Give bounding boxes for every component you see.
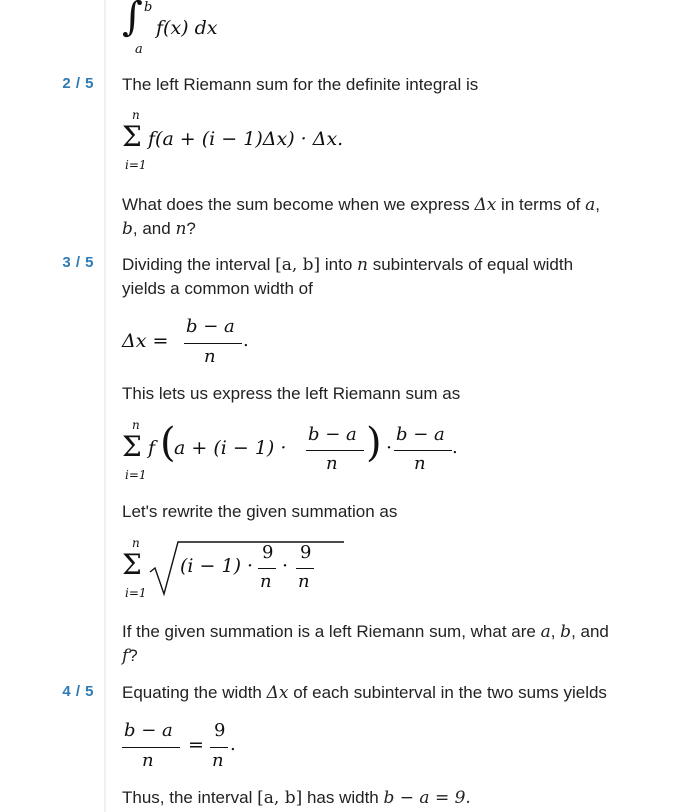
- q2-b: b: [560, 622, 572, 642]
- sum-lower: i=1: [125, 158, 147, 172]
- sum3-upper: n: [132, 536, 140, 550]
- div-text-a: Dividing the interval: [122, 255, 276, 274]
- sum3-fraction-bar-1: [258, 568, 276, 569]
- q2-text-d: ?: [128, 646, 138, 665]
- sum3-frac2-den: n: [298, 571, 310, 592]
- paragraph-dividing: [122, 253, 662, 301]
- q1-text-e: ?: [186, 219, 196, 238]
- div-n: n: [357, 255, 368, 275]
- integral-lower: a: [135, 42, 143, 57]
- step-number-4: 4 / 5: [62, 683, 94, 700]
- q1-dx: Δx: [474, 195, 497, 215]
- question-express-dx: [122, 193, 662, 241]
- weq-period: .: [230, 734, 236, 755]
- sum2-frac1-den: n: [326, 453, 338, 474]
- sum3-frac2-num: 9: [300, 542, 312, 563]
- step-number-3: 3 / 5: [62, 254, 94, 271]
- sum2-upper: n: [132, 418, 140, 432]
- dx-period: .: [243, 330, 249, 351]
- thus-text-b: has width: [302, 788, 384, 807]
- sum2-period: .: [452, 437, 458, 458]
- q2-text-b: ,: [550, 622, 561, 641]
- sum2-frac1-num: b − a: [308, 424, 357, 445]
- q2-text-a: If the given summation is a left Riemann sum, what are: [122, 622, 541, 641]
- integral-upper: b: [144, 0, 153, 15]
- sum2-fraction-bar-2: [394, 450, 452, 451]
- sum3-dot: ·: [282, 555, 289, 577]
- weq-fraction-bar-1: [122, 747, 180, 748]
- sum2-fraction-bar-1: [306, 450, 364, 451]
- sum2-f: f: [148, 437, 156, 459]
- thus-width: b − a = 9.: [383, 788, 471, 808]
- q1-text-c: ,: [595, 195, 601, 214]
- q1-n: n: [175, 219, 187, 239]
- q2-text-c: , and: [571, 622, 609, 641]
- dx-formula: [122, 312, 322, 372]
- q1-text-a: What does the sum become when we express: [122, 195, 475, 214]
- dx-fraction-bar: [184, 343, 242, 344]
- sum-upper: n: [132, 108, 140, 122]
- eq-dx: Δx: [266, 683, 289, 703]
- thus-interval: [a, b]: [257, 788, 303, 808]
- right-paren: ): [366, 420, 382, 466]
- sum3-lower: i=1: [125, 586, 147, 600]
- integral-sign: ∫: [122, 0, 143, 40]
- weq-nine: 9: [214, 720, 226, 741]
- eq-text-b: of each subinterval in the two sums yields: [288, 683, 607, 702]
- sum3-fraction-bar-2: [296, 568, 314, 569]
- eq-text-a: Equating the width: [122, 683, 267, 702]
- weq-equals: =: [188, 734, 204, 756]
- div-text-d: yields a common width of: [122, 279, 313, 298]
- given-summation: [122, 536, 422, 606]
- step-number-2: 2 / 5: [62, 75, 94, 92]
- weq-num: b − a: [124, 720, 173, 741]
- integral-expression: [122, 0, 322, 60]
- sigma-symbol-2: Σ: [122, 430, 142, 463]
- sum3-frac1-num: 9: [262, 542, 274, 563]
- dx-num: b − a: [186, 316, 235, 337]
- width-equation: [122, 716, 322, 776]
- sum-body: f(a + (i − 1)Δx) · Δx.: [148, 128, 344, 150]
- q1-text-b: in terms of: [496, 195, 586, 214]
- left-paren: (: [160, 420, 176, 466]
- sum3-frac1-den: n: [260, 571, 272, 592]
- weq-den2: n: [212, 750, 224, 771]
- weq-fraction-bar-2: [210, 747, 228, 748]
- div-interval: [a, b]: [275, 255, 321, 275]
- sum2-dot: ·: [386, 437, 393, 459]
- dx-den: n: [204, 346, 216, 367]
- q1-a: a: [585, 195, 596, 215]
- paragraph-thus: [122, 786, 662, 810]
- div-text-c: subintervals of equal width: [367, 255, 574, 274]
- thus-text-a: Thus, the interval: [122, 788, 258, 807]
- div-text-b: into: [320, 255, 358, 274]
- sum2-lower: i=1: [125, 468, 147, 482]
- question-identify: [122, 620, 662, 668]
- integral-body: f(x) dx: [156, 17, 218, 39]
- q1-b: b: [122, 219, 133, 239]
- q2-a: a: [540, 622, 551, 642]
- sigma-symbol-3: Σ: [122, 548, 142, 581]
- weq-den: n: [142, 750, 154, 771]
- sum2-inner: a + (i − 1) ·: [174, 437, 287, 459]
- paragraph-equating: [122, 681, 662, 705]
- sum3-inner: (i − 1) ·: [180, 555, 254, 577]
- paragraph-lets-express: This lets us express the left Riemann sum as: [122, 384, 461, 403]
- dx-eq: Δx =: [122, 330, 169, 352]
- sum2-frac2-den: n: [414, 453, 426, 474]
- q1-text-d: , and: [132, 219, 176, 238]
- q2-f: f: [122, 646, 129, 666]
- left-sum-expanded: [122, 418, 522, 488]
- sigma-symbol: Σ: [122, 120, 142, 153]
- left-sum-formula: [122, 108, 422, 178]
- sum2-frac2-num: b − a: [396, 424, 445, 445]
- step-rail: [104, 0, 106, 812]
- paragraph-left-sum: The left Riemann sum for the definite integral is: [122, 75, 479, 94]
- paragraph-rewrite: Let's rewrite the given summation as: [122, 502, 398, 521]
